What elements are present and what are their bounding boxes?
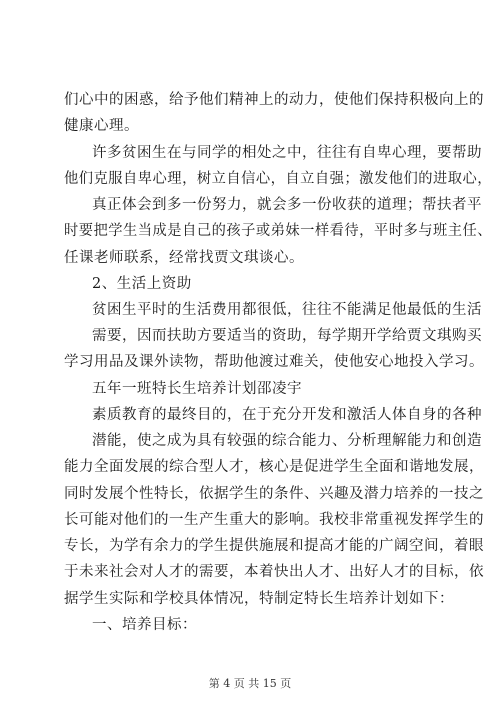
text-line: 健康心理。 xyxy=(64,118,139,134)
text-line: 能力全面发展的综合型人才，核心是促进学生全面和谐地发展， xyxy=(64,459,484,475)
text-line: 时要把学生当成是自己的孩子或弟妹一样看待，平时多与班主任、 xyxy=(64,223,492,239)
text-line: 同时发展个性特长，依据学生的条件、兴趣及潜力培养的一技之 xyxy=(64,486,484,502)
text-line: 真正体会到多一份努力，就会多一份收获的道理；帮扶者平 xyxy=(92,197,482,213)
text-line: 任课老师联系，经常找贾文琪谈心。 xyxy=(64,250,304,266)
text-line: 许多贫困生在与同学的相处之中，往往有自卑心理，要帮助 xyxy=(92,145,482,161)
text-line: 素质教育的最终目的，在于充分开发和激活人体自身的各种 xyxy=(92,407,482,423)
text-line: 于未来社会对人才的需要，本着快出人才、出好人才的目标，依 xyxy=(64,564,484,580)
text-line: 潜能，使之成为具有较强的综合能力、分析理解能力和创造 xyxy=(92,433,482,449)
text-line: 他们克服自卑心理，树立自信心，自立自强；激发他们的进取心， xyxy=(64,171,492,187)
section-heading: 2、生活上资助 xyxy=(92,276,192,292)
text-line: 学习用品及课外读物，帮助他渡过难关，使他安心地投入学习。 xyxy=(64,354,484,370)
section-heading: 一、培养目标： xyxy=(92,617,197,633)
text-line: 需要，因而扶助方要适当的资助，每学期开学给贾文琪购买 xyxy=(92,328,482,344)
text-line: 贫困生平时的生活费用都很低，往往不能满足他最低的生活 xyxy=(92,302,482,318)
section-title: 五年一班特长生培养计划邵凌宇 xyxy=(92,381,302,397)
page-footer: 第 4 页 共 15 页 xyxy=(208,677,292,690)
text-line: 长可能对他们的一生产生重大的影响。我校非常重视发挥学生的 xyxy=(64,512,484,528)
text-line: 据学生实际和学校具体情况，特制定特长生培养计划如下： xyxy=(64,591,454,607)
text-line: 专长，为学有余力的学生提供施展和提高才能的广阔空间，着眼 xyxy=(64,538,484,554)
text-line: 们心中的困惑，给予他们精神上的动力，使他们保持积极向上的 xyxy=(64,92,484,108)
